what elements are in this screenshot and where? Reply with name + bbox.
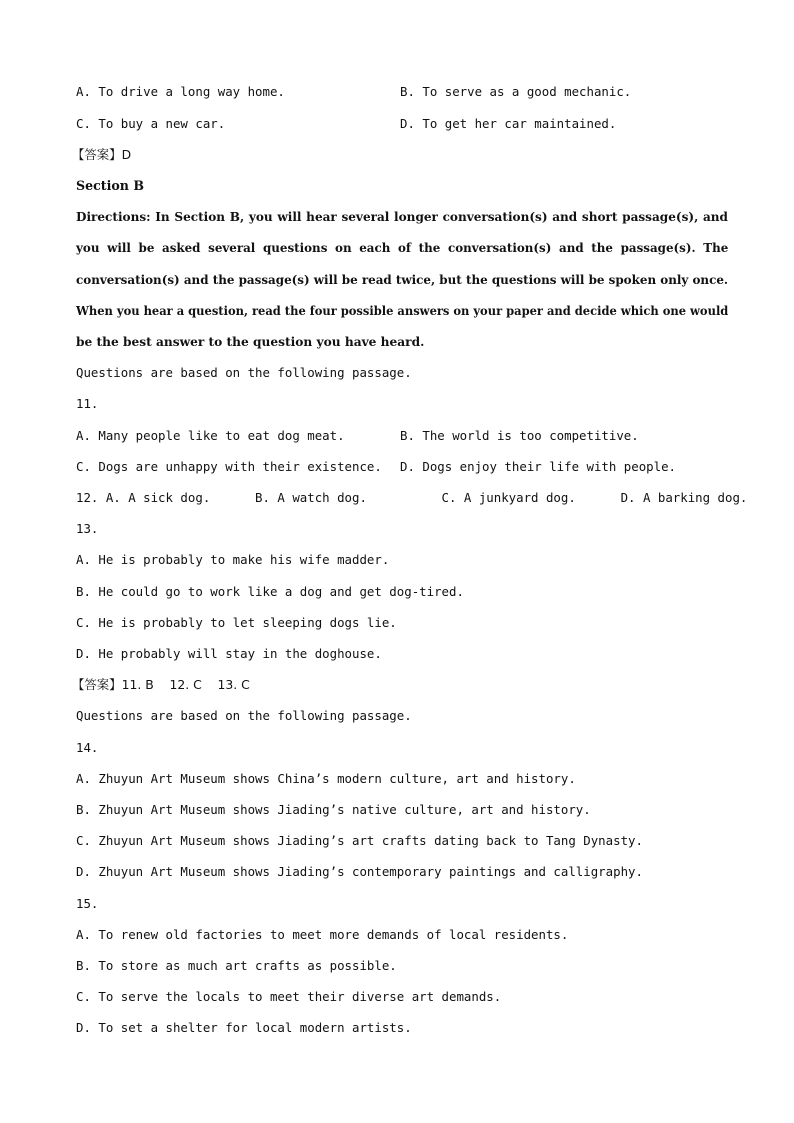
q13-option-c: C. He is probably to let sleeping dogs lie. <box>76 615 397 630</box>
passage-intro: Questions are based on the following passage. <box>76 708 412 723</box>
q14-option-b: B. Zhuyun Art Museum shows Jiading’s native culture, art and history. <box>76 802 591 817</box>
passage-intro: Questions are based on the following passage. <box>76 365 412 380</box>
q14-option-c: C. Zhuyun Art Museum shows Jiading’s art crafts dating back to Tang Dynasty. <box>76 833 643 848</box>
q10-option-d: D. To get her car maintained. <box>400 116 617 131</box>
passage1-answers <box>72 677 250 693</box>
q11-option-c: C. Dogs are unhappy with their existence. <box>76 459 382 474</box>
q15-option-a: A. To renew old factories to meet more demands of local residents. <box>76 927 569 942</box>
section-title: Section B <box>76 178 144 193</box>
q11-option-b: B. The world is too competitive. <box>400 428 639 443</box>
q11-option-d: D. Dogs enjoy their life with people. <box>400 459 677 474</box>
q12-options: 12. A. A sick dog. B. A watch dog. C. A junkyard dog. D. A barking dog. <box>76 490 748 505</box>
question-number: 15. <box>76 896 99 911</box>
directions-line: you will be asked several questions on each of the conversation(s) and the passage(s). The <box>76 241 729 255</box>
q14-option-a: A. Zhuyun Art Museum shows China’s modern culture, art and history. <box>76 771 576 786</box>
q14-option-d: D. Zhuyun Art Museum shows Jiading’s contemporary paintings and calligraphy. <box>76 864 643 879</box>
answer-label: 【答案】 <box>72 677 122 692</box>
answer-label: 【答案】 <box>72 147 122 162</box>
q10-option-c: C. To buy a new car. <box>76 116 226 131</box>
q11-option-a: A. Many people like to eat dog meat. <box>76 428 345 443</box>
q13-option-b: B. He could go to work like a dog and get dog-tired. <box>76 584 464 599</box>
q10-option-a: A. To drive a long way home. <box>76 84 285 99</box>
directions-line: When you hear a question, read the four possible answers on your paper and decide which one would <box>76 304 729 318</box>
q15-option-d: D. To set a shelter for local modern artists. <box>76 1020 412 1035</box>
question-number: 13. <box>76 521 99 536</box>
q15-option-c: C. To serve the locals to meet their diverse art demands. <box>76 989 502 1004</box>
q13-option-a: A. He is probably to make his wife madder. <box>76 552 390 567</box>
directions-line: conversation(s) and the passage(s) will be read twice, but the questions will be spoken only once. <box>76 273 729 287</box>
answer-value: D <box>121 147 132 162</box>
q13-option-d: D. He probably will stay in the doghouse. <box>76 646 382 661</box>
question-number: 11. <box>76 396 99 411</box>
q10-answer <box>72 147 131 163</box>
q10-option-b: B. To serve as a good mechanic. <box>400 84 632 99</box>
directions-line: Directions: In Section B, you will hear several longer conversation(s) and short passage(s), and <box>76 210 728 224</box>
directions-line: be the best answer to the question you have heard. <box>76 335 425 349</box>
answer-value: 11. B 12. C 13. C <box>121 677 250 692</box>
question-number: 14. <box>76 740 99 755</box>
q15-option-b: B. To store as much art crafts as possible. <box>76 958 397 973</box>
